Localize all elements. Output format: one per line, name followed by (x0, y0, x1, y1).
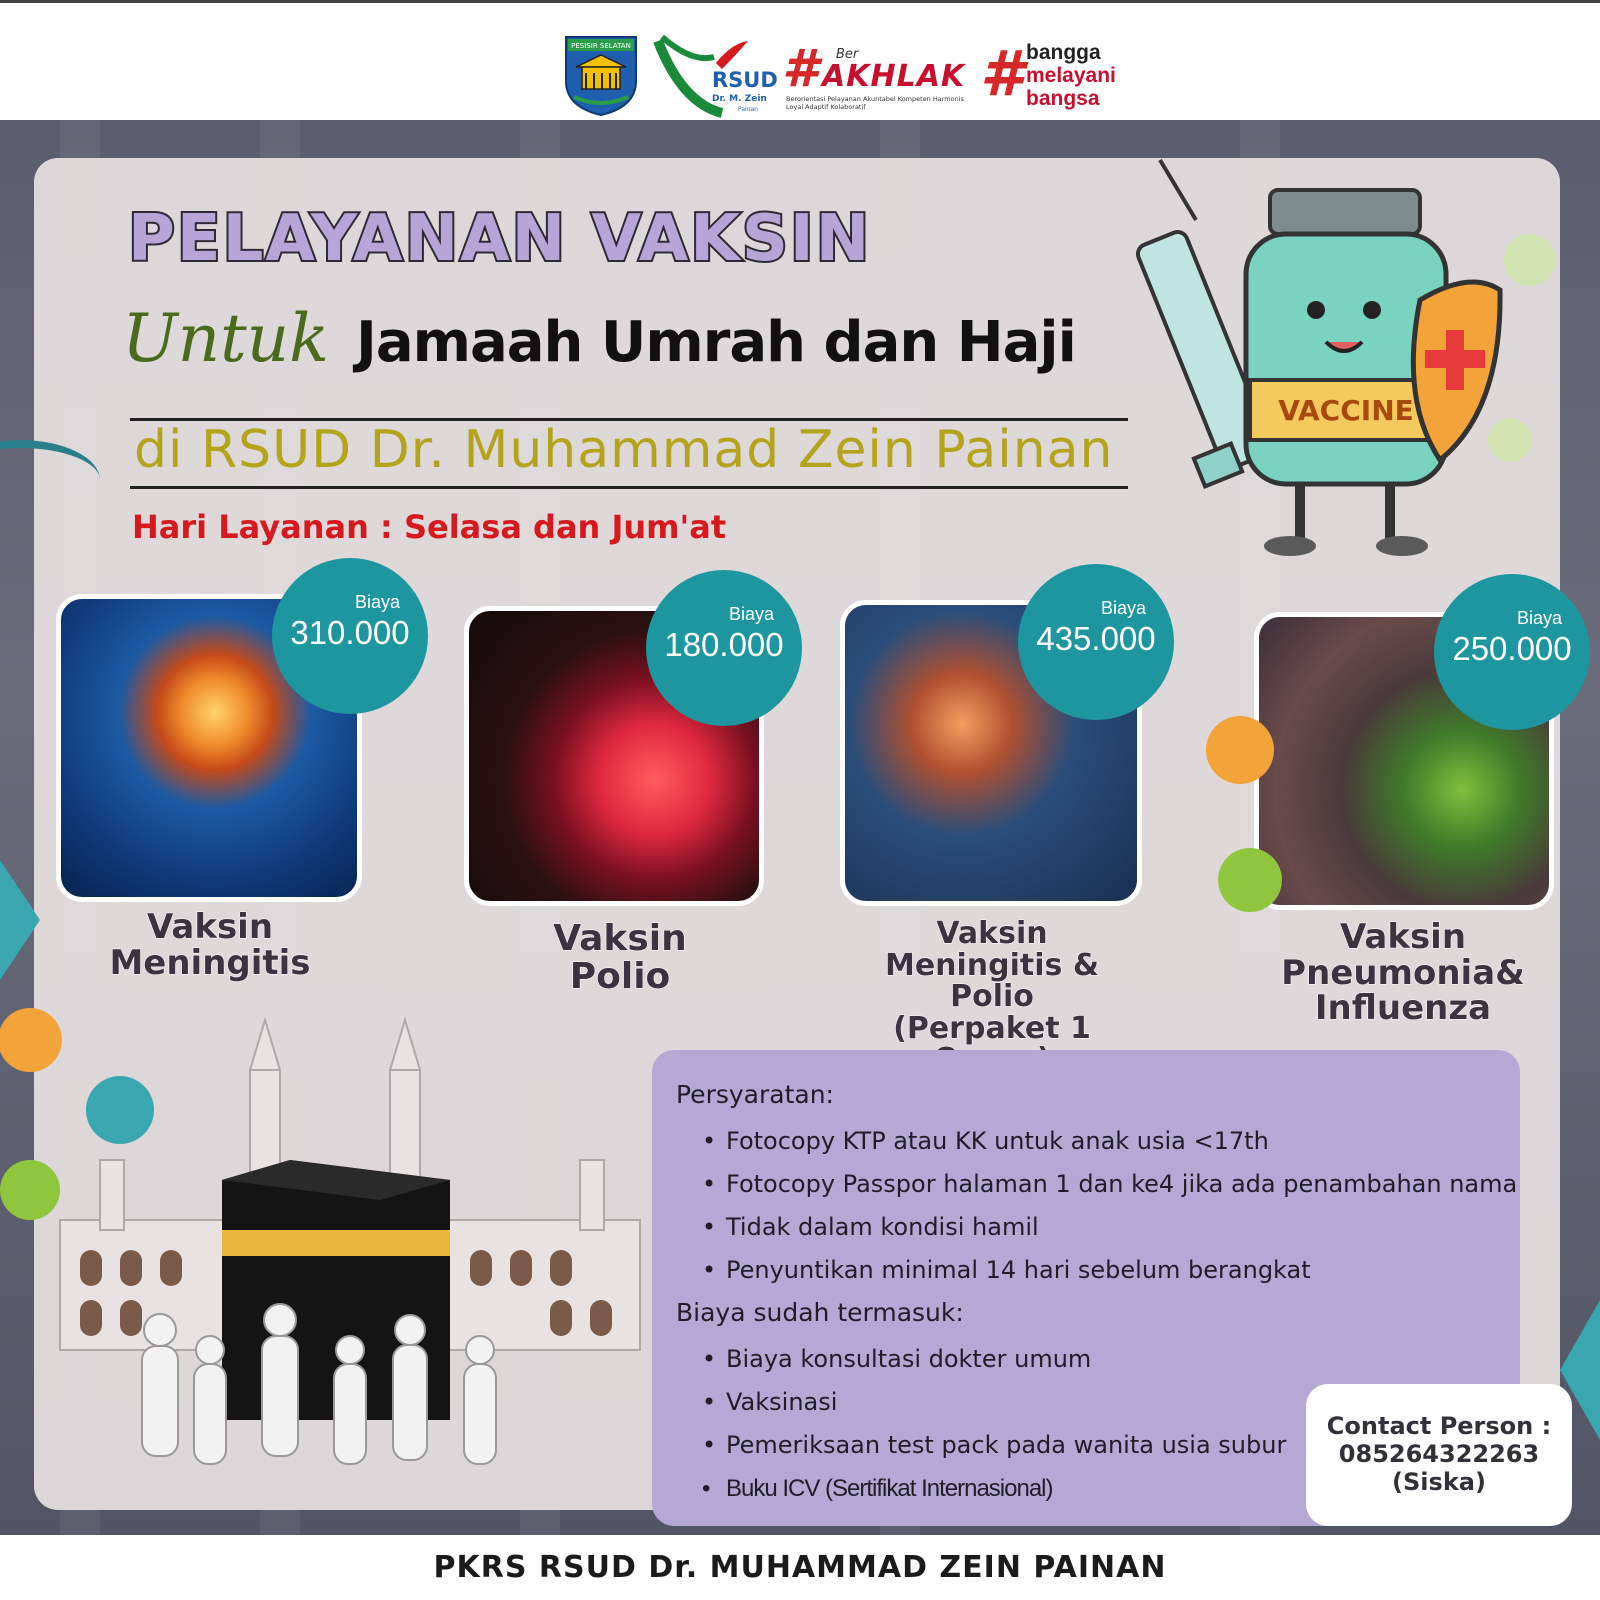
bangga-hash: # (980, 37, 1024, 110)
bangga-line1: bangga (1026, 41, 1101, 64)
akhlak-hash: # (782, 39, 819, 99)
vaccine-name-line: Vaksin (936, 916, 1048, 951)
list-item: • Buku ICV (Sertifikat Internasional) (702, 1467, 1286, 1510)
vaccine-mascot-illustration (1150, 150, 1570, 570)
bangga-line3: bangsa (1026, 87, 1100, 110)
virus-icon (1206, 716, 1274, 784)
rsud-logo-main: RSUD (712, 68, 778, 92)
included-list (702, 1338, 1286, 1510)
included-heading: Biaya sudah termasuk: (676, 1298, 964, 1327)
contact-phone[interactable]: 085264322263 (1338, 1440, 1540, 1468)
requirements-list (702, 1120, 1517, 1292)
title-divider (130, 486, 1128, 489)
mascot-label: VACCINE (1278, 394, 1414, 427)
virus-icon (0, 1008, 62, 1072)
vaccine-name-line: Pneumonia& (1281, 952, 1525, 993)
pesisir-logo-text: PESISIR SELATAN (571, 42, 631, 50)
price-label: Biaya (1516, 608, 1562, 628)
akhlak-ber: Ber (836, 47, 859, 62)
vaccine-name-line: Influenza (1314, 988, 1492, 1029)
vaccine-name-line: Vaksin (146, 907, 274, 947)
price-value: 180.000 (664, 626, 784, 663)
decorative-triangle (0, 860, 40, 980)
service-days: Hari Layanan : Selasa dan Jum'at (132, 508, 727, 546)
rsud-logo (652, 33, 778, 117)
requirements-heading: Persyaratan: (676, 1080, 834, 1109)
price-badge (1018, 564, 1174, 720)
list-item: • Penyuntikan minimal 14 hari sebelum berangkat (702, 1249, 1517, 1292)
virus-decoration (1180, 700, 1300, 930)
title-location: di RSUD Dr. Muhammad Zein Painan (134, 420, 1114, 480)
list-item: • Pemeriksaan test pack pada wanita usia subur (702, 1424, 1286, 1467)
virus-icon (86, 1076, 154, 1144)
bangga-line2: melayani (1026, 64, 1116, 87)
price-badge (1434, 574, 1590, 730)
vaccine-name (100, 907, 320, 983)
list-item: • Fotocopy KTP atau KK untuk anak usia <17th (702, 1120, 1517, 1163)
price-value: 250.000 (1452, 630, 1572, 667)
shield-icon (1413, 282, 1500, 460)
vaccine-name-line: Meningitis & Polio (884, 947, 1100, 1014)
footer-text: PKRS RSUD Dr. MUHAMMAD ZEIN PAINAN (433, 1550, 1167, 1585)
footer (0, 1535, 1600, 1600)
contact-name: (Siska) (1392, 1468, 1486, 1496)
price-value: 310.000 (290, 614, 410, 651)
virus-icon (1218, 848, 1282, 912)
price-badge (272, 558, 428, 714)
akhlak-tagline: Berorientasi Pelayanan Akuntabel Kompeten Harmonis Loyal Adaptif Kolaboratif (786, 95, 964, 111)
vaccine-name-line: (Perpaket 1 (893, 1010, 1091, 1046)
list-item: • Tidak dalam kondisi hamil (702, 1206, 1517, 1249)
vaccine-name-line: Vaksin (1339, 917, 1467, 957)
rsud-logo-sub: Dr. M. Zein (712, 94, 767, 104)
pesisir-selatan-logo (562, 33, 640, 117)
rsud-logo-small: Painan (738, 106, 758, 113)
contact-label: Contact Person : (1326, 1412, 1552, 1440)
vaccine-name-line: Polio (569, 955, 671, 997)
virus-icon (0, 1160, 60, 1220)
contact-card (1306, 1384, 1572, 1526)
vaccine-name (520, 920, 720, 996)
virus-decoration (0, 1000, 150, 1220)
vaccine-name (1258, 917, 1548, 1029)
list-item: • Vaksinasi (702, 1381, 1286, 1424)
price-badge (646, 570, 802, 726)
list-item: • Biaya konsultasi dokter umum (702, 1338, 1286, 1381)
header-bar (0, 0, 1600, 120)
akhlak-word: AKHLAK (822, 59, 966, 94)
list-item: • Fotocopy Passpor halaman 1 dan ke4 jika ada penambahan nama (702, 1163, 1517, 1206)
price-label: Biaya (728, 604, 774, 624)
vaccine-name-line: Meningitis (109, 942, 311, 983)
price-label: Biaya (1100, 598, 1146, 618)
price-value: 435.000 (1036, 620, 1156, 657)
title-untuk: Untuk (122, 300, 330, 377)
page-title: PELAYANAN VAKSIN (128, 202, 872, 276)
bangga-melayani-logo (980, 39, 1140, 115)
vaccine-name-line: Vaksin (553, 918, 687, 959)
price-label: Biaya (354, 592, 400, 612)
berakhlak-logo (782, 39, 966, 115)
title-jamaah: Jamaah Umrah dan Haji (356, 310, 1076, 375)
